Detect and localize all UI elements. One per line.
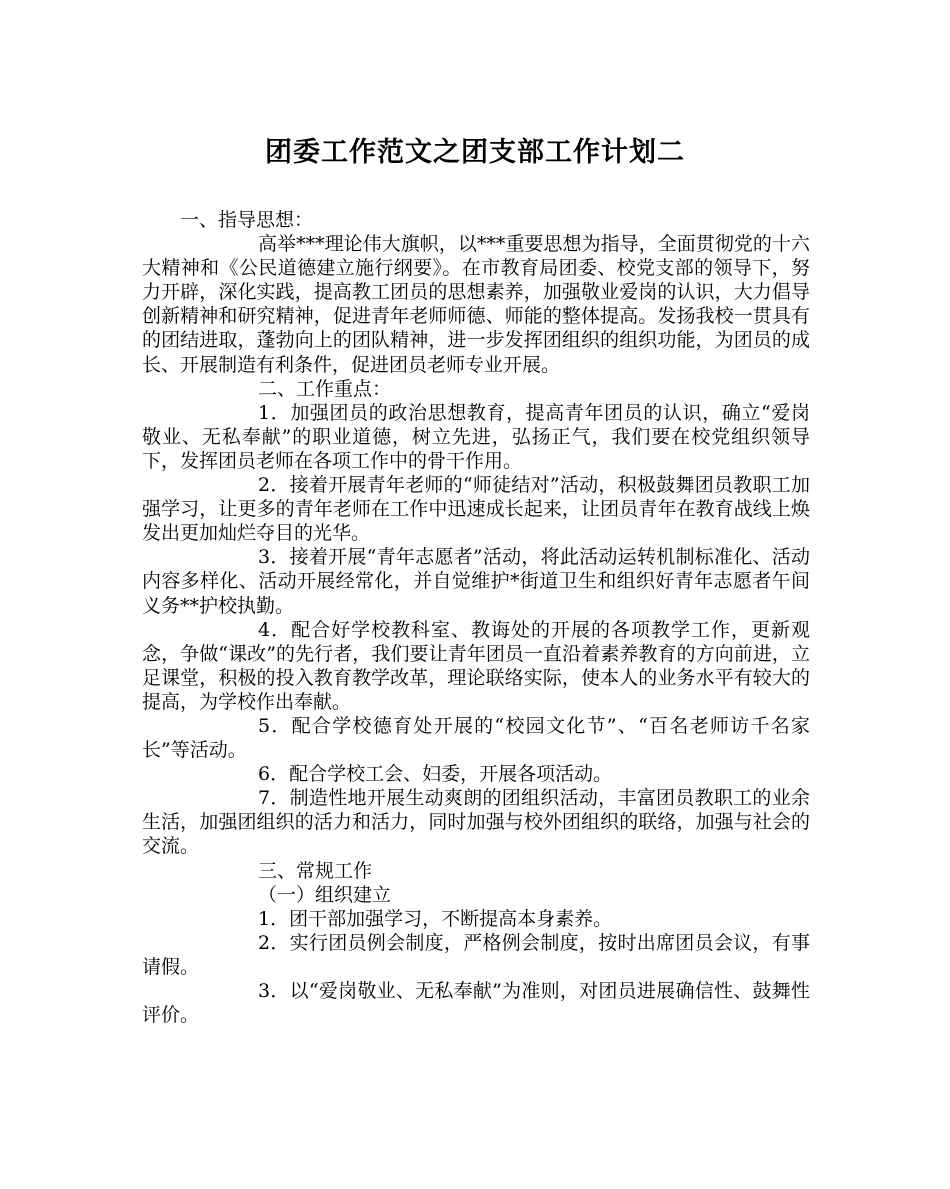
focus-item-7: 7．制造性地开展生动爽朗的团组织活动，丰富团员教职工的业余生活，加强团组织的活力和活力，同时加强与校外团组织的联络，加强与社会的交流。 xyxy=(142,787,810,858)
focus-item-4: 4．配合好学校教科室、教诲处的开展的各项教学工作，更新观念，争做“课改”的先行者，我们要让青年团员一直沿着素养教育的方向前进，立足课堂，积极的投入教育教学改革，理论联络实际，使本人的业务水平有较大的提高，为学校作出奉献。 xyxy=(142,618,810,713)
routine-item-2: 2．实行团员例会制度，严格例会制度，按时出席团员会议，有事请假。 xyxy=(142,931,810,978)
focus-item-5: 5．配合学校德育处开展的“校园文化节”、“百名老师访千名家长”等活动。 xyxy=(142,714,810,762)
section-heading-routine-work: 三、常规工作 xyxy=(258,859,373,882)
focus-item-3: 3．接着开展“青年志愿者”活动，将此活动运转机制标准化、活动内容多样化、活动开展经常化，并自觉维护*街道卫生和组织好青年志愿者午间义务**护校执勤。 xyxy=(142,546,810,617)
routine-item-3: 3．以“爱岗敬业、无私奉献”为准则，对团员进展确信性、鼓舞性评价。 xyxy=(142,980,810,1027)
section-heading-work-focus: 二、工作重点： xyxy=(258,377,392,400)
document-title: 团委工作范文之团支部工作计划二 xyxy=(265,137,685,168)
paragraph-guiding-thought: 高举***理论伟大旗帜，以***重要思想为指导，全面贯彻党的十六大精神和《公民道德建立施行纲要》。在市教育局团委、校党支部的领导下，努力开辟，深化实践，提高教工团员的思想素养，加强敬业爱岗的认识，大力倡导创新精神和研究精神，促进青年老师师德、师能的整体提高。发扬我校一贯具有的团结进取，蓬勃向上的团队精神，进一步发挥团组织的组织功能，为团员的成长、开展制造有利条件，促进团员老师专业开展。 xyxy=(142,233,810,376)
focus-item-6: 6．配合学校工会、妇委，开展各项活动。 xyxy=(258,763,613,786)
focus-item-2: 2．接着开展青年老师的“师徒结对”活动，积极鼓舞团员教职工加强学习，让更多的青年老师在工作中迅速成长起来，让团员青年在教育战线上焕发出更加灿烂夺目的光华。 xyxy=(142,474,810,545)
section-heading-guiding-thought: 一、指导思想： xyxy=(180,209,314,231)
document-body xyxy=(142,208,810,1027)
routine-item-1: 1．团干部加强学习，不断提高本身素养。 xyxy=(258,907,613,930)
focus-item-1: 1．加强团员的政治思想教育，提高青年团员的认识，确立“爱岗敬业、无私奉献”的职业道德，树立先进，弘扬正气，我们要在校党组织领导下，发挥团员老师在各项工作中的骨干作用。 xyxy=(142,401,810,472)
subsection-heading-organization: （一）组织建立 xyxy=(258,883,392,906)
